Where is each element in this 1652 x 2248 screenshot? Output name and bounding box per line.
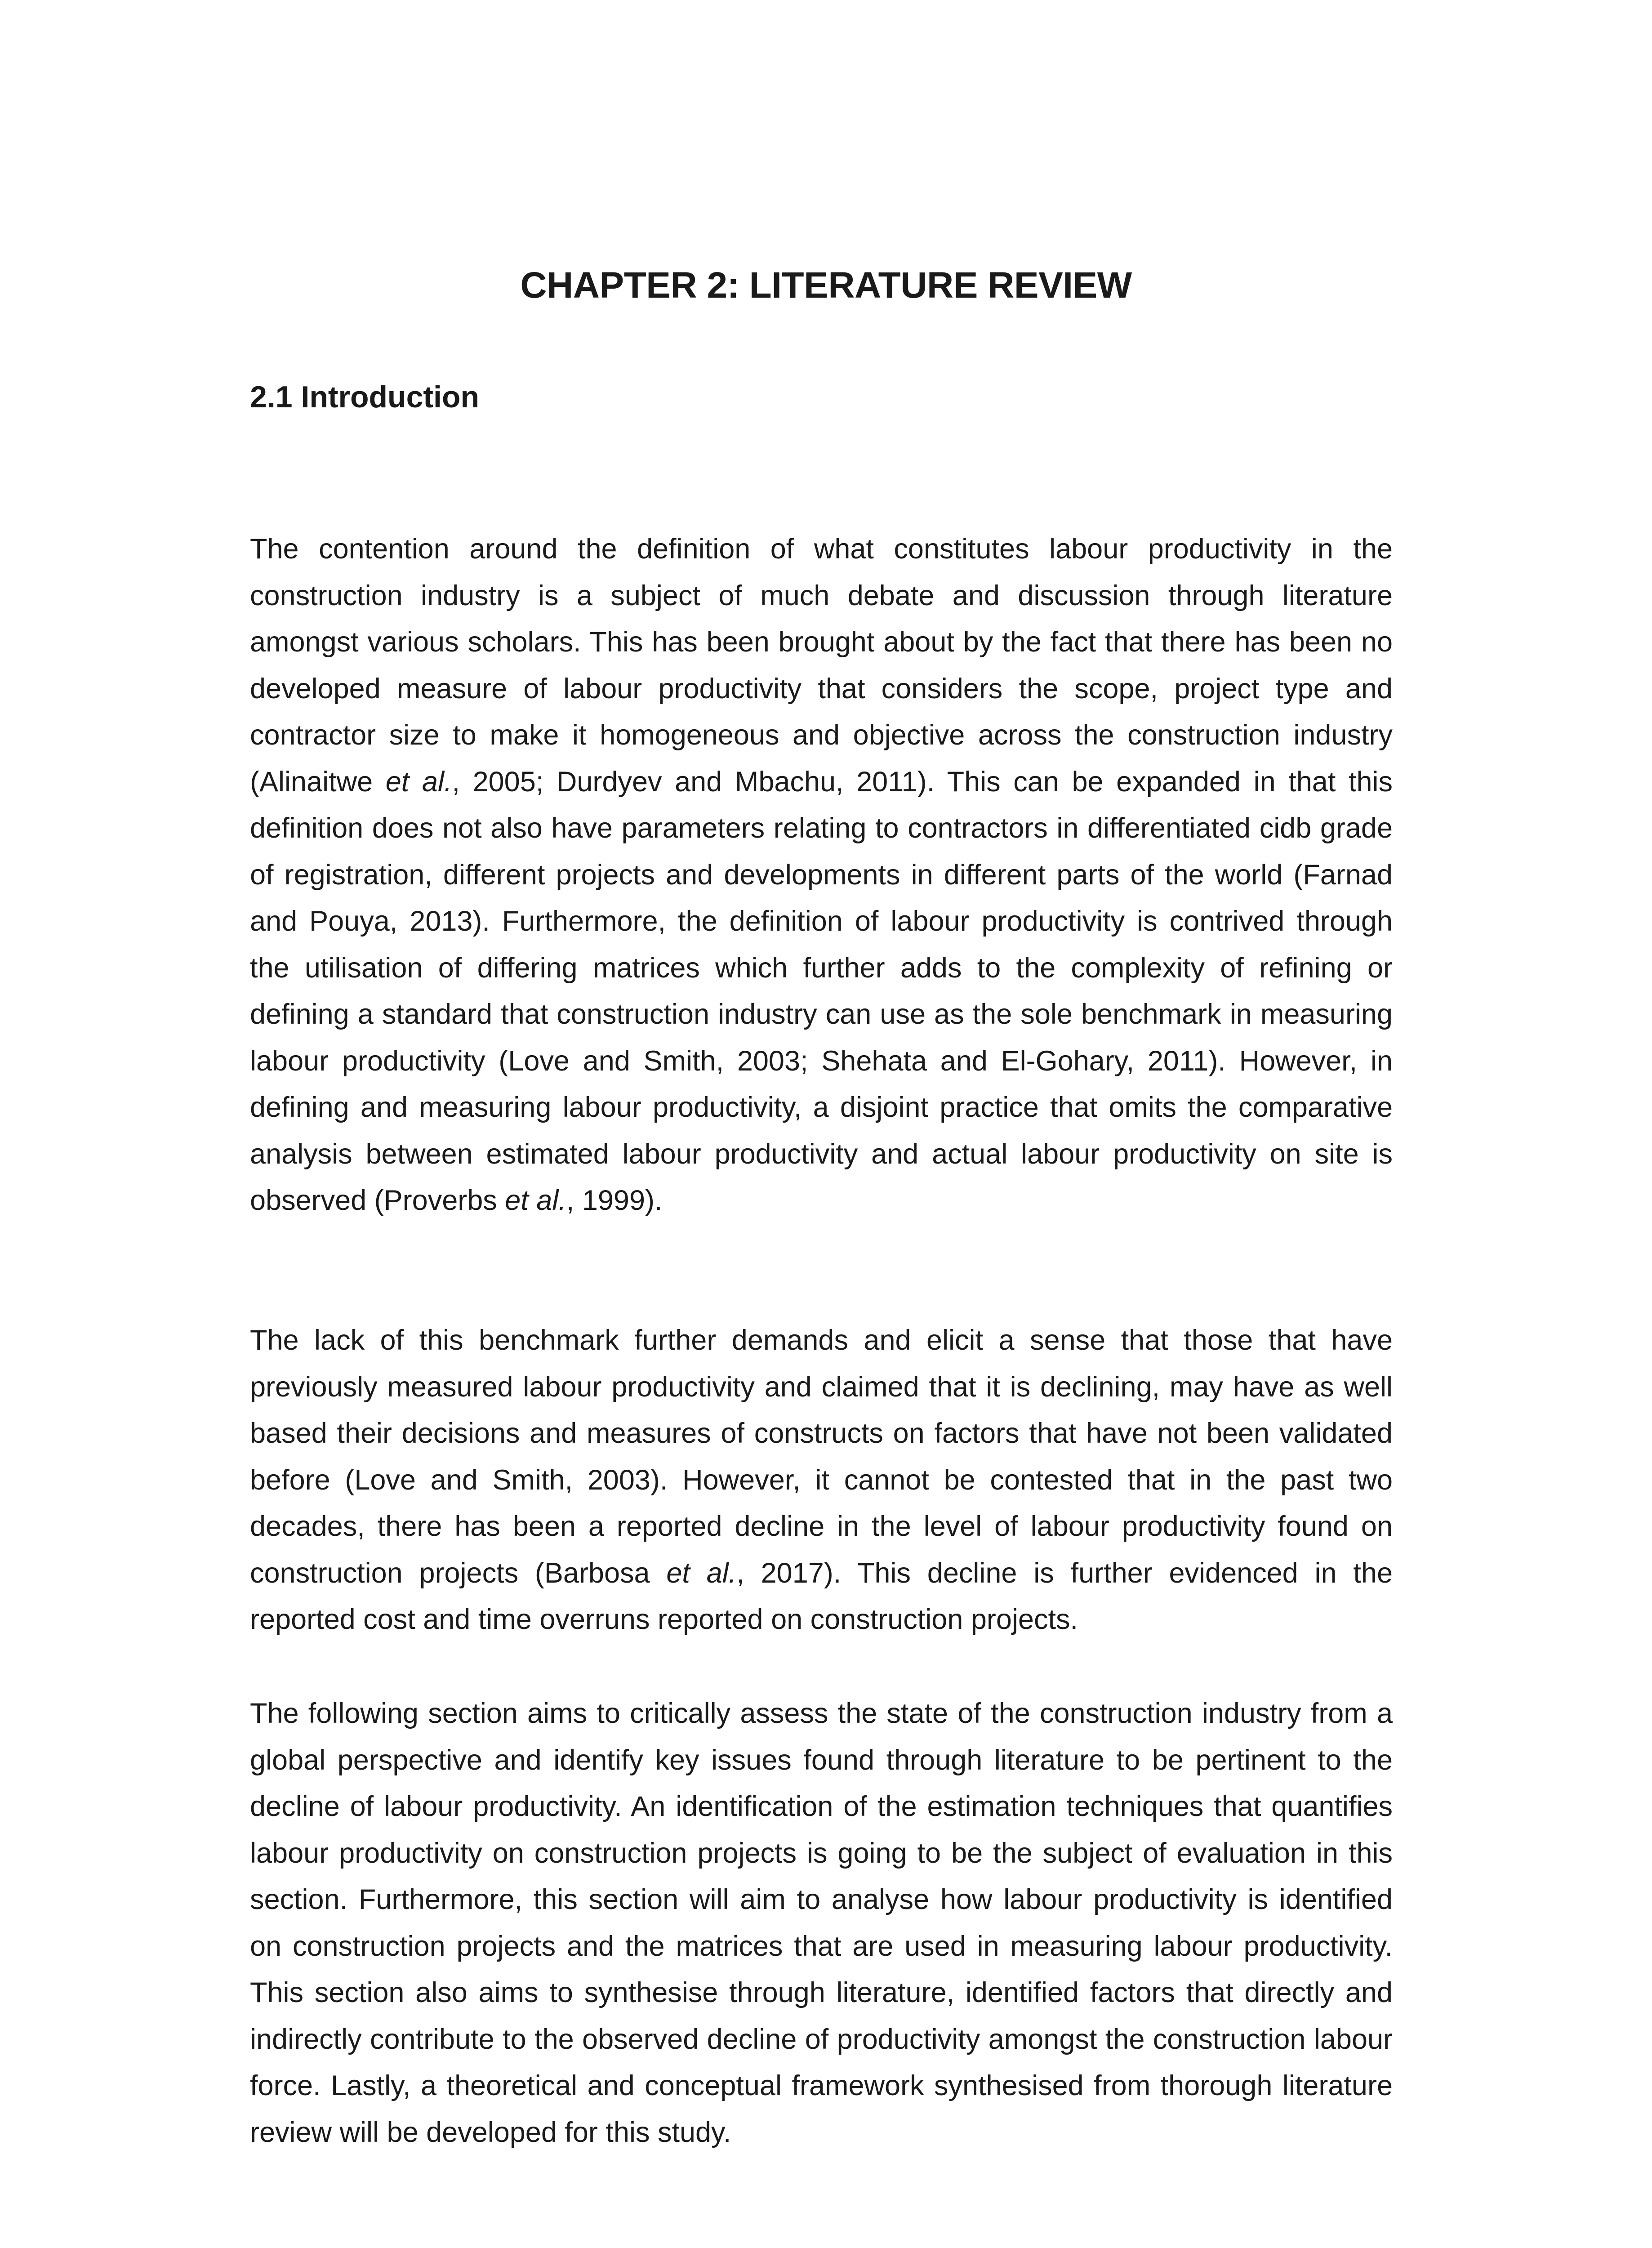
text-segment-italic: et al. <box>385 766 452 798</box>
paragraph-text <box>250 1317 1393 1643</box>
text-segment-italic: et al. <box>666 1557 737 1589</box>
chapter-title: CHAPTER 2: LITERATURE REVIEW <box>520 265 1132 306</box>
text-segment-italic: et al. <box>505 1185 566 1216</box>
paragraph-text <box>250 1690 1393 2156</box>
paragraph-2 <box>250 1317 1393 1643</box>
text-segment: The contention around the definition of what constitutes labour productivity in the construction industry is a subject of much debate and discussion through literature amongst various scholars. This has been brought about by the fact that there has been no developed measure of labour productivity that considers the scope, project type and contractor size to make it homogeneous and objective across the construction industry (Alinaitwe <box>250 533 1393 798</box>
text-segment: , 2017). This decline is further evidenced in the reported cost and time overruns reported on construction projects. <box>250 1557 1393 1635</box>
paragraph-3 <box>250 1690 1393 2156</box>
section-heading: 2.1 Introduction <box>250 380 479 414</box>
text-segment: , 1999). <box>566 1185 663 1216</box>
paragraph-text <box>250 526 1393 1224</box>
text-segment: , 2005; Durdyev and Mbachu, 2011). This can be expanded in that this definition does not also have parameters relating to contractors in differentiated cidb grade of registration, different projects and developments in different parts of the world (Farnad and Pouya, 2013). Furthermore, the definition of labour productivity is contrived through the utilisation of differing matrices which further adds to the complexity of refining or defining a standard that construction industry can use as the sole benchmark in measuring labour productivity (Love and Smith, 2003; Shehata and El-Gohary, 2011). However, in defining and measuring labour productivity, a disjoint practice that omits the comparative analysis between estimated labour productivity and actual labour productivity on site is observed (Proverbs <box>250 766 1393 1216</box>
text-segment: The lack of this benchmark further demands and elicit a sense that those that have previously measured labour productivity and claimed that it is declining, may have as well based their decisions and measures of constructs on factors that have not been validated before (Love and Smith, 2003). However, it cannot be contested that in the past two decades, there has been a reported decline in the level of labour productivity found on construction projects (Barbosa <box>250 1325 1393 1589</box>
text-segment: The following section aims to critically assess the state of the construction industry from a global perspective and identify key issues found through literature to be pertinent to the decline of labour productivity. An identification of the estimation techniques that quantifies labour productivity on construction projects is going to be the subject of evaluation in this section. Furthermore, this section will aim to analyse how labour productivity is identified on construction projects and the matrices that are used in measuring labour productivity. This section also aims to synthesise through literature, identified factors that directly and indirectly contribute to the observed decline of productivity amongst the construction labour force. Lastly, a theoretical and conceptual framework synthesised from thorough literature review will be developed for this study. <box>250 1698 1393 2148</box>
paragraph-1 <box>250 526 1393 1224</box>
